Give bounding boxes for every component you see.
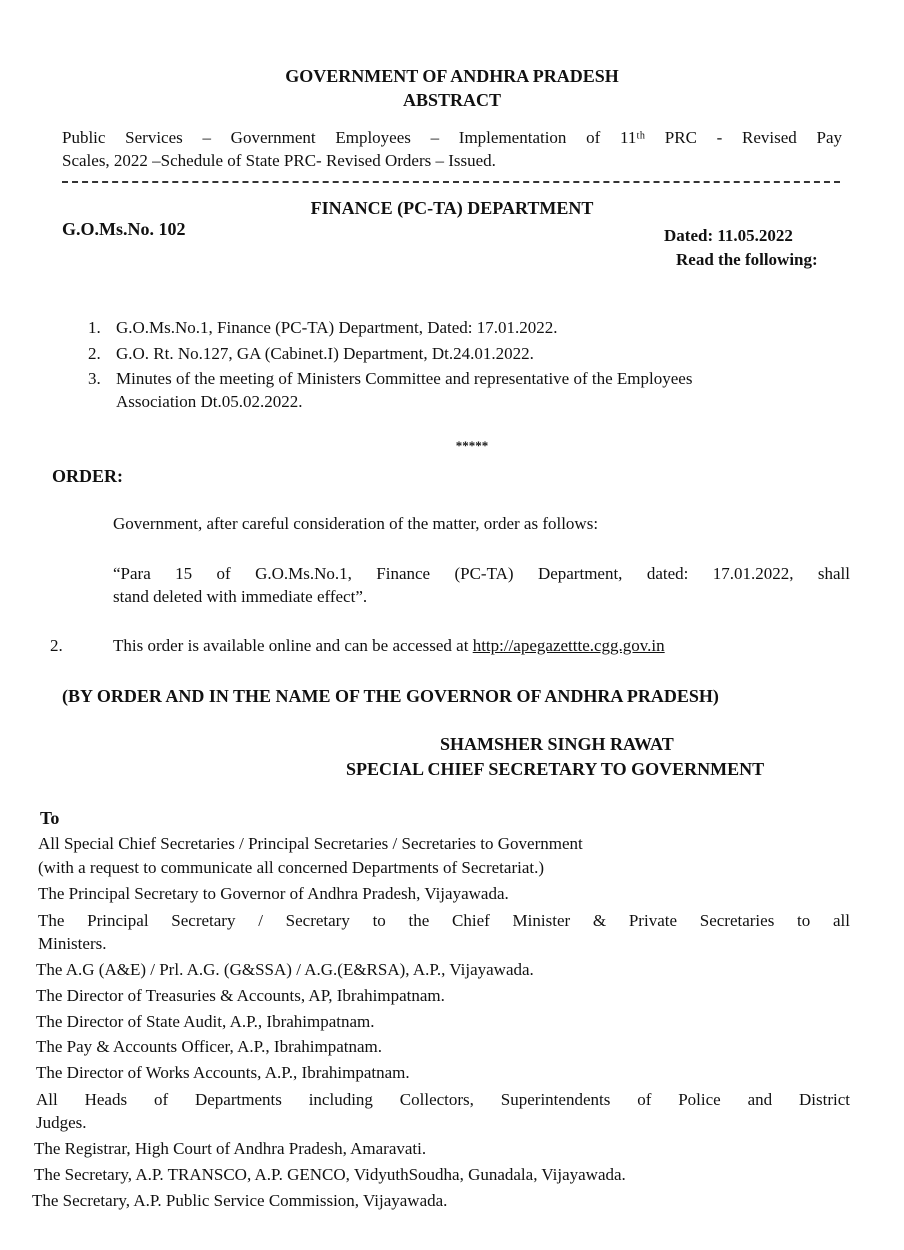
- distribution-item: The Director of Treasuries & Accounts, AP, Ibrahimpatnam.: [36, 986, 445, 1005]
- distribution-item-continued: Judges.: [36, 1113, 87, 1132]
- para-2-number: 2.: [50, 636, 63, 655]
- distribution-item: (with a request to communicate all concerned Departments of Secretariat.): [38, 858, 545, 877]
- reference-item: 2. G.O. Rt. No.127, GA (Cabinet.I) Department, Dt.24.01.2022.: [88, 344, 534, 363]
- abstract-heading: ABSTRACT: [402, 90, 502, 110]
- distribution-item: The Director of State Audit, A.P., Ibrahimpatnam.: [36, 1012, 375, 1031]
- distribution-item: All Heads of Departments including Collectors, Superintendents of Police and District: [36, 1090, 850, 1109]
- department-title: FINANCE (PC-TA) DEPARTMENT: [310, 198, 594, 218]
- subject-line-1: Public Services – Government Employees – Implementation of 11ᵗʰ PRC - Revised Pay: [62, 128, 842, 147]
- subject-line-2: Scales, 2022 –Schedule of State PRC- Revised Orders – Issued.: [62, 151, 496, 170]
- dashed-divider: [62, 181, 840, 183]
- distribution-item: The Principal Secretary to Governor of Andhra Pradesh, Vijayawada.: [38, 884, 509, 903]
- distribution-item: The A.G (A&E) / Prl. A.G. (G&SSA) / A.G.(E&RSA), A.P., Vijayawada.: [36, 960, 534, 979]
- reference-item: 1. G.O.Ms.No.1, Finance (PC-TA) Department, Dated: 17.01.2022.: [88, 318, 558, 337]
- distribution-item: All Special Chief Secretaries / Principal Secretaries / Secretaries to Government: [38, 834, 583, 853]
- order-heading: ORDER:: [52, 466, 123, 486]
- signatory-designation: SPECIAL CHIEF SECRETARY TO GOVERNMENT: [346, 759, 765, 779]
- distribution-item: The Secretary, A.P. TRANSCO, A.P. GENCO, VidyuthSoudha, Gunadala, Vijayawada.: [34, 1165, 626, 1184]
- by-order-line: (BY ORDER AND IN THE NAME OF THE GOVERNOR OF ANDHRA PRADESH): [62, 686, 719, 706]
- dated-line: Dated: 11.05.2022: [664, 226, 793, 245]
- distribution-item: The Director of Works Accounts, A.P., Ibrahimpatnam.: [36, 1063, 410, 1082]
- reference-item-continued: Association Dt.05.02.2022.: [116, 392, 303, 411]
- distribution-item: The Secretary, A.P. Public Service Commission, Vijayawada.: [32, 1191, 448, 1210]
- order-quote-line-2: stand deleted with immediate effect”.: [113, 587, 368, 606]
- distribution-item-continued: Ministers.: [38, 934, 107, 953]
- to-heading: To: [40, 808, 60, 828]
- signatory-name: SHAMSHER SINGH RAWAT: [440, 734, 674, 754]
- reference-item: 3. Minutes of the meeting of Ministers Committee and representative of the Employees: [88, 369, 693, 388]
- government-title: GOVERNMENT OF ANDHRA PRADESH: [285, 66, 619, 86]
- distribution-item: The Registrar, High Court of Andhra Pradesh, Amaravati.: [34, 1139, 427, 1158]
- separator-stars: *****: [455, 438, 489, 453]
- go-number: G.O.Ms.No. 102: [62, 219, 186, 239]
- order-quote-line-1: “Para 15 of G.O.Ms.No.1, Finance (PC-TA) Department, dated: 17.01.2022, shall: [113, 564, 850, 583]
- gazette-link[interactable]: http://apegazettte.cgg.gov.in: [472, 636, 665, 655]
- distribution-item: The Pay & Accounts Officer, A.P., Ibrahimpatnam.: [36, 1037, 383, 1056]
- distribution-item: The Principal Secretary / Secretary to the Chief Minister & Private Secretaries to all: [38, 911, 850, 930]
- para-2-text: This order is available online and can be accessed at http://apegazettte.cgg.gov.in: [113, 636, 665, 655]
- read-following: Read the following:: [676, 250, 818, 269]
- order-intro: Government, after careful consideration of the matter, order as follows:: [113, 514, 599, 533]
